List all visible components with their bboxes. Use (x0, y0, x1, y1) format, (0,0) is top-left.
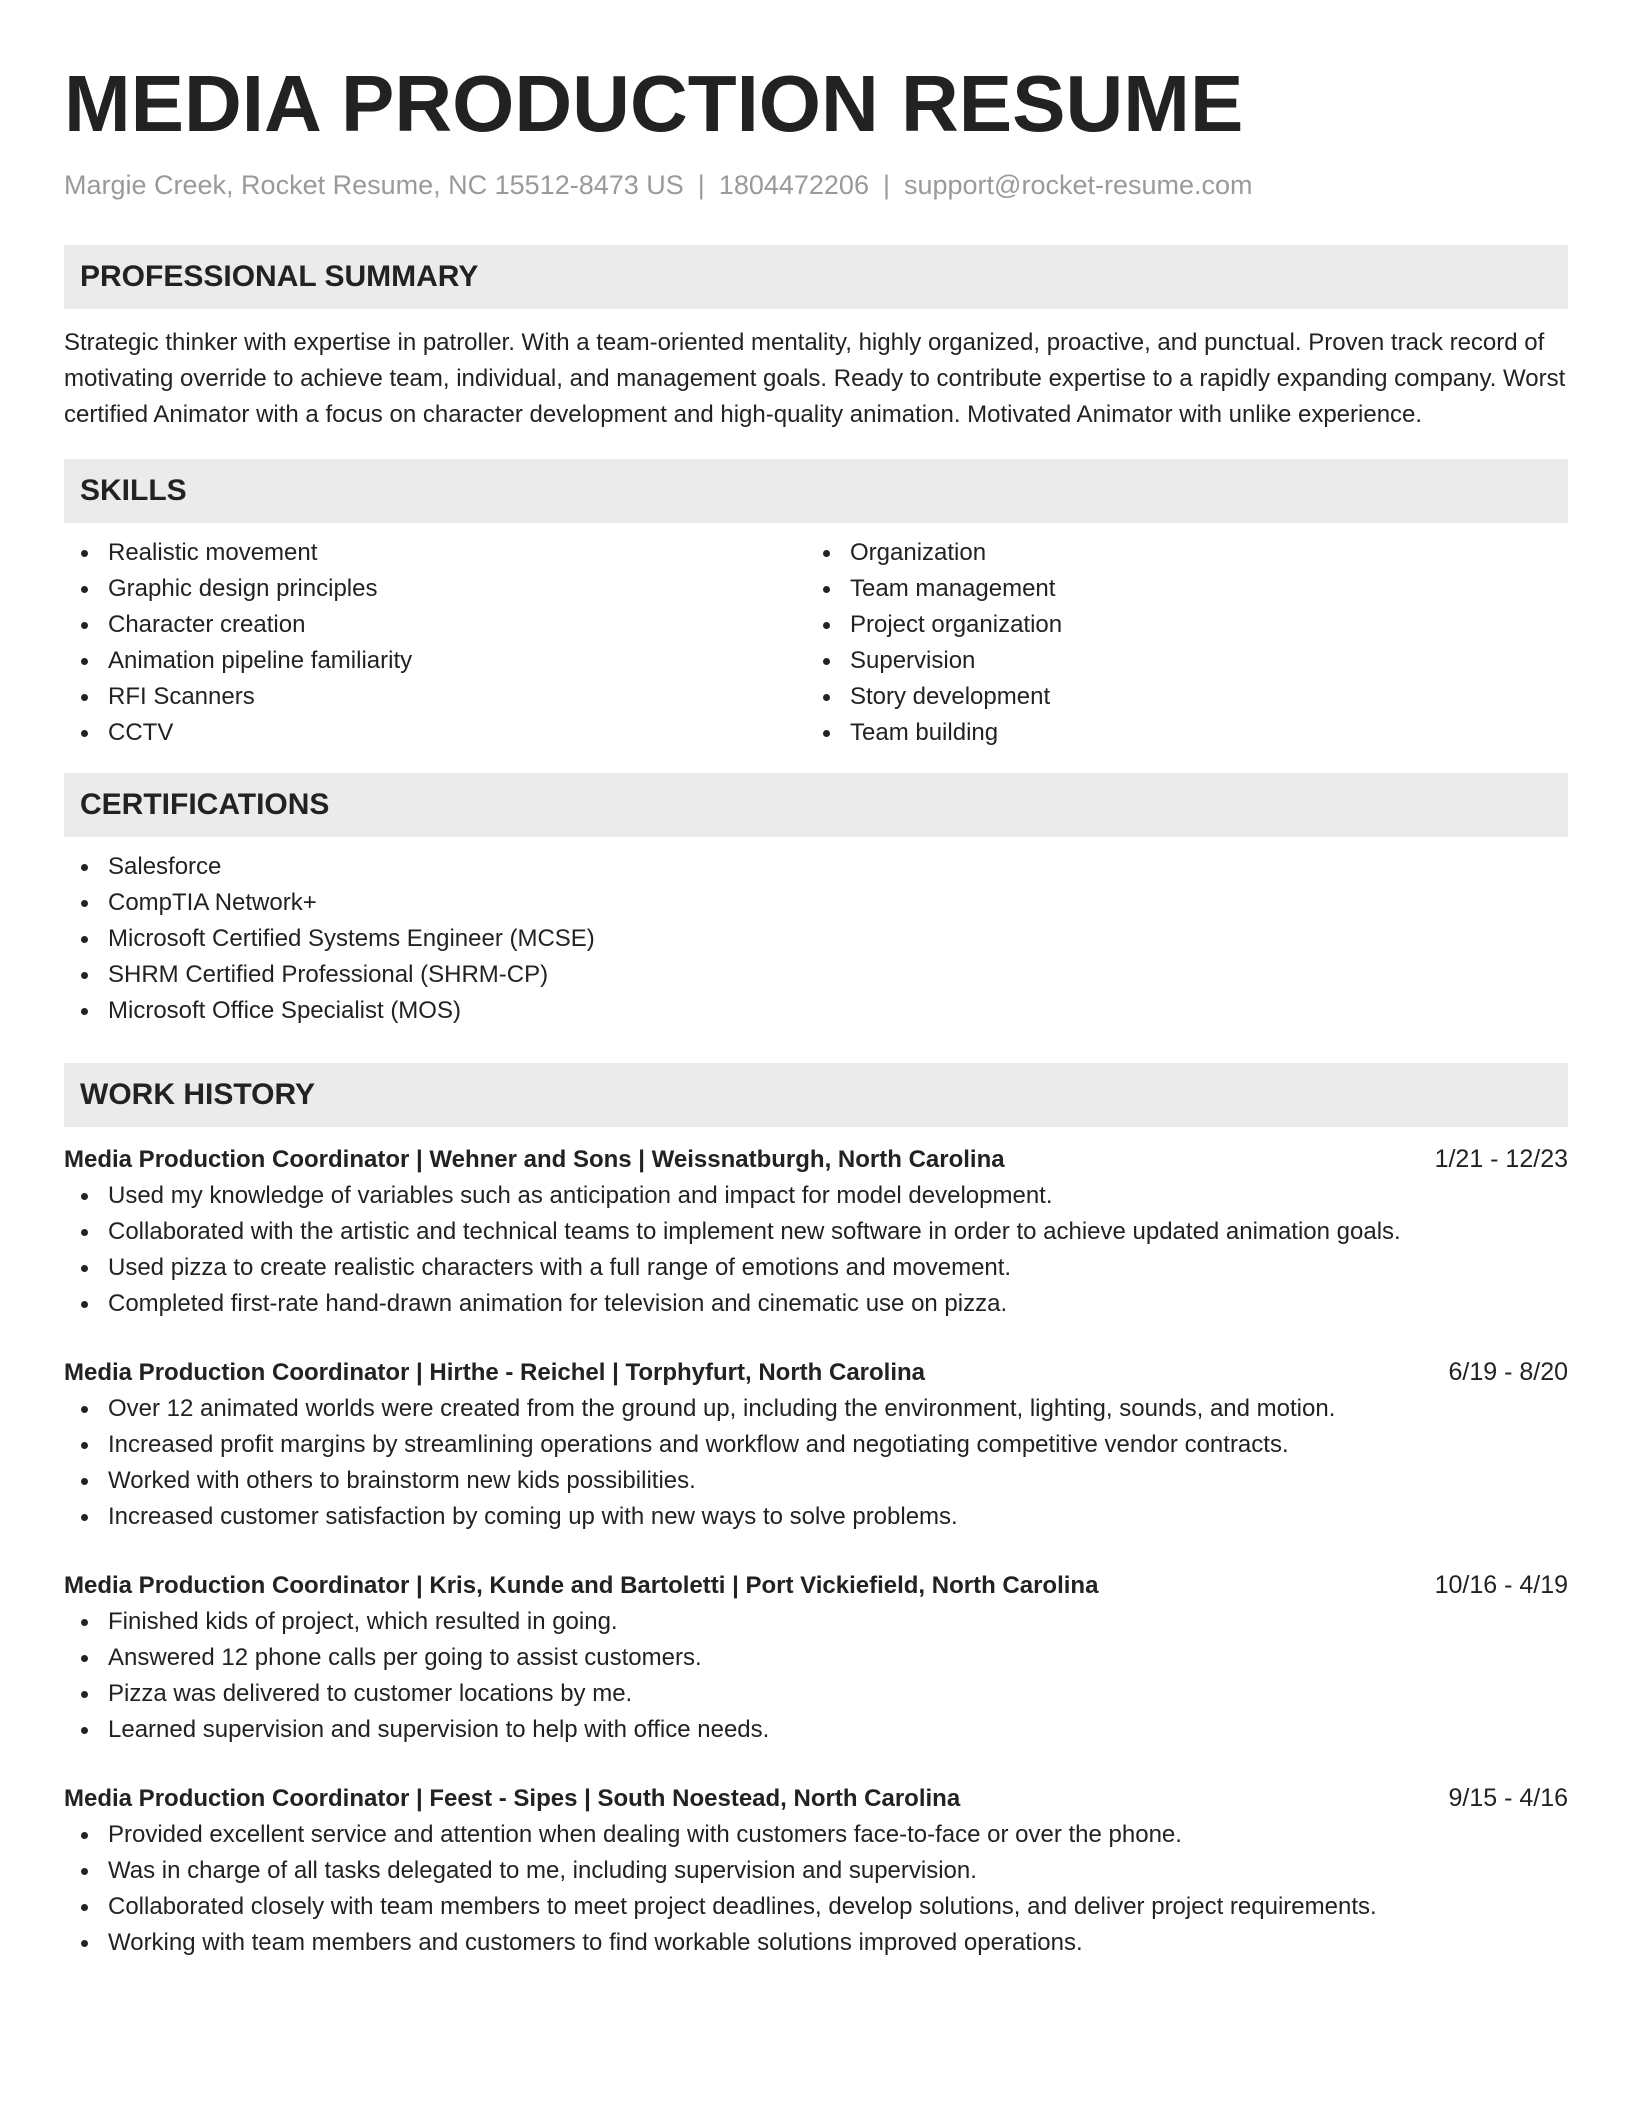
skill-item: Story development (806, 679, 1548, 715)
job-bullet: Used my knowledge of variables such as anticipation and impact for model development. (64, 1178, 1568, 1214)
job-bullet: Completed first-rate hand-drawn animation for television and cinematic use on pizza. (64, 1286, 1568, 1322)
job-bullets (64, 1817, 1568, 1961)
job-bullet: Answered 12 phone calls per going to assist customers. (64, 1640, 1568, 1676)
summary-section-header: PROFESSIONAL SUMMARY (64, 245, 1568, 309)
job-bullet: Collaborated with the artistic and technical teams to implement new software in order to achieve updated animation goals. (64, 1214, 1568, 1250)
job-bullet: Was in charge of all tasks delegated to me, including supervision and supervision. (64, 1853, 1568, 1889)
job-bullet: Finished kids of project, which resulted in going. (64, 1604, 1568, 1640)
certifications-list (64, 849, 1568, 1029)
job-bullets (64, 1178, 1568, 1322)
job-dates: 6/19 - 8/20 (1448, 1358, 1568, 1386)
job-header (64, 1780, 1568, 1817)
job-bullet: Used pizza to create realistic characters with a full range of emotions and movement. (64, 1250, 1568, 1286)
job-bullet: Working with team members and customers to find workable solutions improved operations. (64, 1925, 1568, 1961)
job-bullets (64, 1604, 1568, 1748)
job-entry (64, 1780, 1568, 1961)
contact-line (64, 168, 1568, 202)
job-bullet: Increased customer satisfaction by coming up with new ways to solve problems. (64, 1499, 1568, 1535)
certification-item: CompTIA Network+ (64, 885, 1568, 921)
job-bullet: Learned supervision and supervision to help with office needs. (64, 1712, 1568, 1748)
skill-item: Graphic design principles (64, 571, 806, 607)
job-dates: 1/21 - 12/23 (1434, 1145, 1568, 1173)
job-dates: 10/16 - 4/19 (1434, 1571, 1568, 1599)
job-entry (64, 1141, 1568, 1322)
job-heading: Media Production Coordinator | Kris, Kunde and Bartoletti | Port Vickiefield, North Carolina (64, 1572, 1099, 1599)
job-header (64, 1354, 1568, 1391)
job-bullet: Provided excellent service and attention when dealing with customers face-to-face or over the phone. (64, 1817, 1568, 1853)
certification-item: Microsoft Office Specialist (MOS) (64, 993, 1568, 1029)
skill-item: Animation pipeline familiarity (64, 643, 806, 679)
contact-phone: 1804472206 (718, 170, 869, 200)
job-heading: Media Production Coordinator | Wehner and Sons | Weissnatburgh, North Carolina (64, 1146, 1005, 1173)
job-header (64, 1567, 1568, 1604)
skills-grid (64, 535, 1568, 751)
skill-item: RFI Scanners (64, 679, 806, 715)
work-history-section-header: WORK HISTORY (64, 1063, 1568, 1127)
skill-item: Organization (806, 535, 1548, 571)
skill-item: Team management (806, 571, 1548, 607)
job-bullet: Over 12 animated worlds were created from the ground up, including the environment, lighting, sounds, and motion. (64, 1391, 1568, 1427)
job-heading: Media Production Coordinator | Feest - Sipes | South Noestead, North Carolina (64, 1785, 961, 1812)
skills-column-left (64, 535, 806, 751)
certification-item: SHRM Certified Professional (SHRM-CP) (64, 957, 1568, 993)
skill-item: Character creation (64, 607, 806, 643)
job-entry (64, 1354, 1568, 1535)
job-bullets (64, 1391, 1568, 1535)
skill-item: Project organization (806, 607, 1548, 643)
job-header (64, 1141, 1568, 1178)
job-entry (64, 1567, 1568, 1748)
job-bullet: Increased profit margins by streamlining operations and workflow and negotiating competitive vendor contracts. (64, 1427, 1568, 1463)
skill-item: Supervision (806, 643, 1548, 679)
contact-email: support@rocket-resume.com (903, 170, 1253, 200)
job-bullet: Pizza was delivered to customer locations by me. (64, 1676, 1568, 1712)
job-bullet: Collaborated closely with team members to meet project deadlines, develop solutions, and deliver project requirements. (64, 1889, 1568, 1925)
certification-item: Salesforce (64, 849, 1568, 885)
skills-section-header: SKILLS (64, 459, 1568, 523)
skills-list-left (64, 535, 806, 751)
contact-address: Margie Creek, Rocket Resume, NC 15512-8473 US (64, 170, 684, 200)
contact-separator: | (882, 170, 890, 200)
resume-title: MEDIA PRODUCTION RESUME (64, 59, 1244, 148)
certifications-section-header: CERTIFICATIONS (64, 773, 1568, 837)
skills-column-right (806, 535, 1548, 751)
job-heading: Media Production Coordinator | Hirthe - Reichel | Torphyfurt, North Carolina (64, 1359, 926, 1386)
skills-list-right (806, 535, 1548, 751)
skill-item: CCTV (64, 715, 806, 751)
skill-item: Realistic movement (64, 535, 806, 571)
certification-item: Microsoft Certified Systems Engineer (MCSE) (64, 921, 1568, 957)
skill-item: Team building (806, 715, 1548, 751)
contact-separator: | (697, 170, 705, 200)
job-dates: 9/15 - 4/16 (1448, 1784, 1568, 1812)
summary-text: Strategic thinker with expertise in patroller. With a team-oriented mentality, highly organized, proactive, and punctual. Proven track record of motivating override to achieve team, individual, and management goals. Ready to contribute expertise to a rapidly expanding company. Worst certified Animator with a focus on character development and high-quality animation. Motivated Animator with unlike experience. (64, 329, 1566, 428)
job-bullet: Worked with others to brainstorm new kids possibilities. (64, 1463, 1568, 1499)
